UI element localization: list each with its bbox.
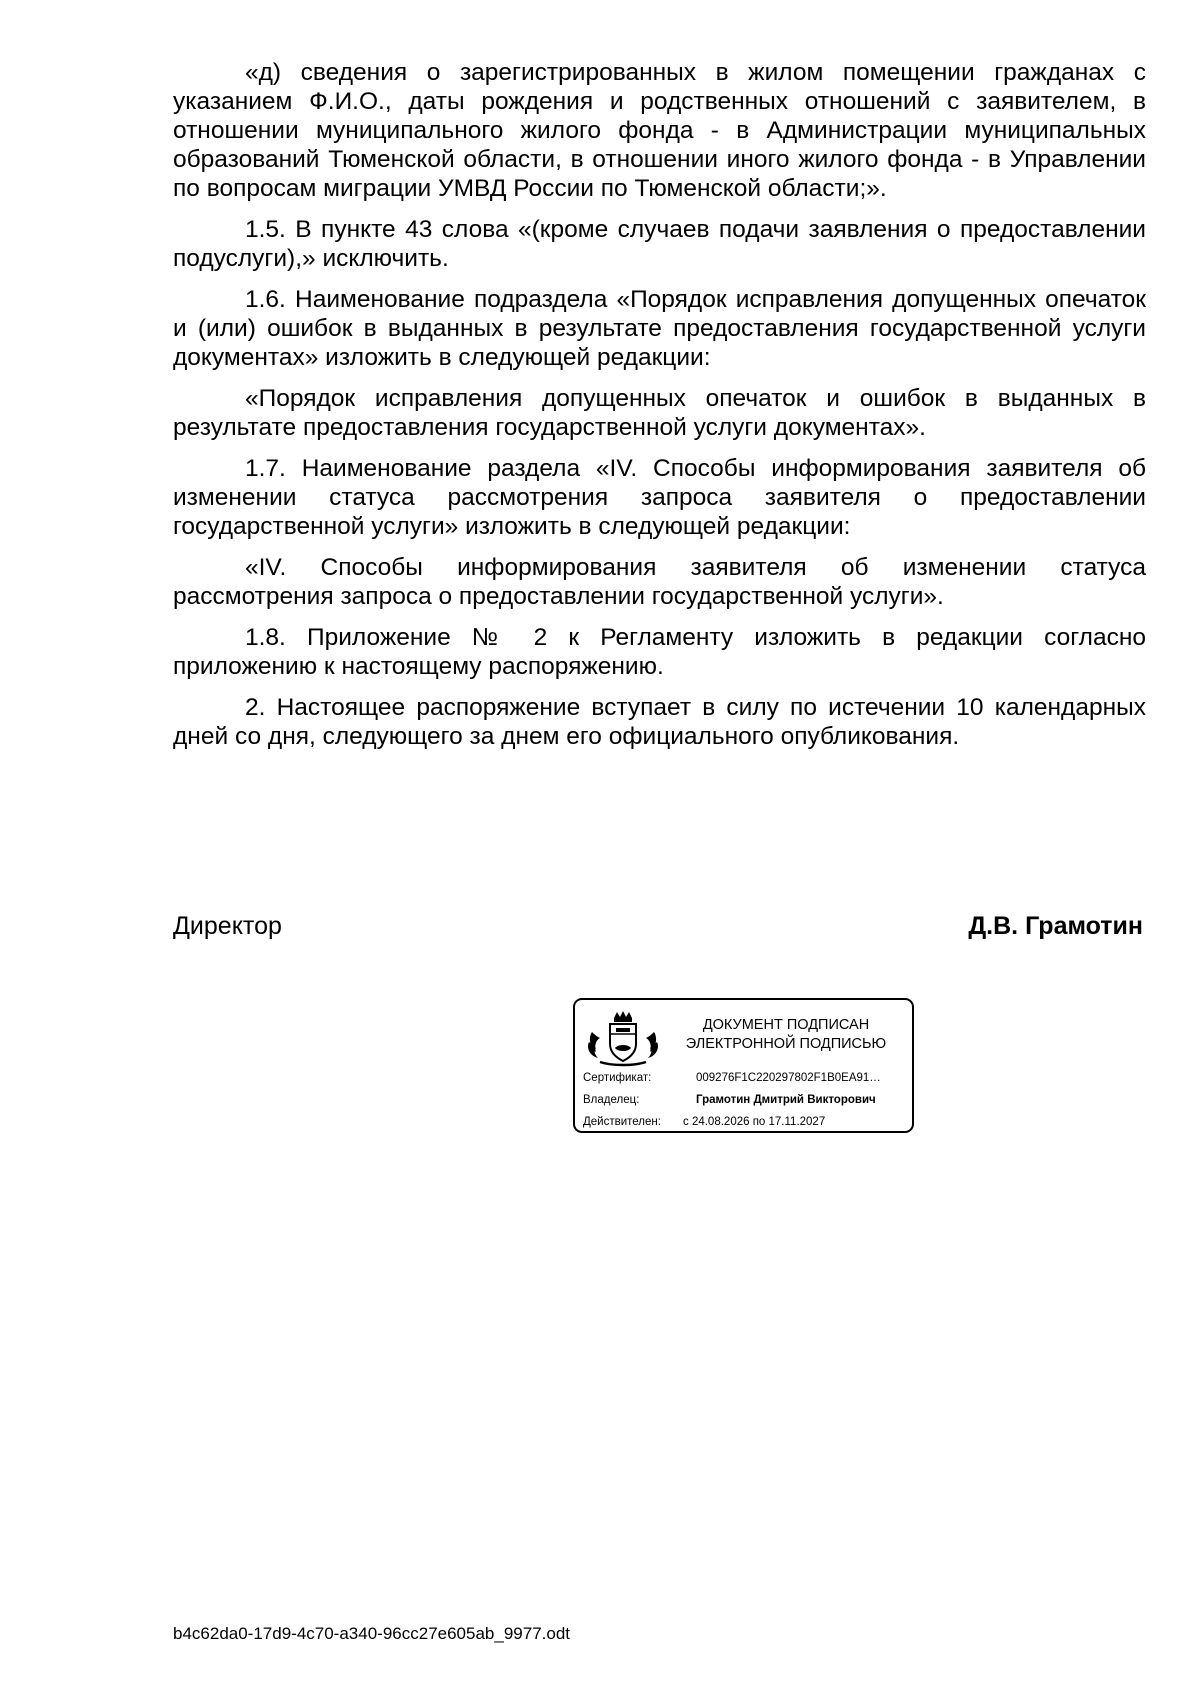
- paragraph: 1.6. Наименование подраздела «Порядок исправления допущенных опечаток и (или) ошибок в выданных в результате предоставления государственной услуги документах» изложить в следующей редакции:: [173, 286, 1146, 371]
- coat-of-arms-emblem-icon: [586, 1008, 660, 1068]
- certificate-label: Сертификат:: [583, 1072, 652, 1084]
- stamp-heading-line2: ЭЛЕКТРОННОЙ ПОДПИСЬЮ: [685, 1036, 887, 1052]
- paragraph: «Порядок исправления допущенных опечаток и ошибок в выданных в результате предоставления государственной услуги документах».: [173, 385, 1146, 441]
- paragraph: 1.5. В пункте 43 слова «(кроме случаев подачи заявления о предоставлении подуслуги),» исключить.: [173, 216, 1146, 272]
- file-name-footer: b4c62da0-17d9-4c70-a340-96cc27e605ab_9977.odt: [173, 1624, 571, 1643]
- validity-value: с 24.08.2026 по 17.11.2027: [683, 1116, 826, 1128]
- stamp-heading-line1: ДОКУМЕНТ ПОДПИСАН: [702, 1017, 870, 1033]
- paragraph: «IV. Способы информирования заявителя об изменении статуса рассмотрения запроса о предоставлении государственной услуги».: [173, 554, 1146, 610]
- paragraph: 1.7. Наименование раздела «IV. Способы информирования заявителя об изменении статуса рассмотрения запроса заявителя о предоставлении государственной услуги» изложить в следующей редакции:: [173, 455, 1146, 540]
- paragraph: 2. Настоящее распоряжение вступает в силу по истечении 10 календарных дней со дня, следующего за днем его официального опубликования.: [173, 694, 1146, 750]
- certificate-value: 009276F1C220297802F1B0EA91…: [696, 1072, 881, 1084]
- signer-name: Д.В. Грамотин: [968, 912, 1143, 940]
- owner-label: Владелец:: [583, 1094, 640, 1106]
- document-body: [173, 58, 1146, 763]
- signer-title: Директор: [173, 912, 282, 940]
- electronic-signature-stamp: [573, 998, 914, 1133]
- paragraph: «д) сведения о зарегистрированных в жилом помещении гражданах с указанием Ф.И.О., даты рождения и родственных отношений с заявителем, в отношении муниципального жилого фонда - в Администрации муниципальных образований Тюменской области, в отношении иного жилого фонда - в Управлении по вопросам миграции УМВД России по Тюменской области;».: [173, 59, 1146, 202]
- signature-block: [173, 912, 1143, 952]
- stamp-heading: [663, 1016, 909, 1054]
- validity-label: Действителен:: [583, 1116, 661, 1128]
- paragraph: 1.8. Приложение № 2 к Регламенту изложить в редакции согласно приложению к настоящему распоряжению.: [173, 624, 1146, 680]
- owner-value: Грамотин Дмитрий Викторович: [696, 1094, 876, 1106]
